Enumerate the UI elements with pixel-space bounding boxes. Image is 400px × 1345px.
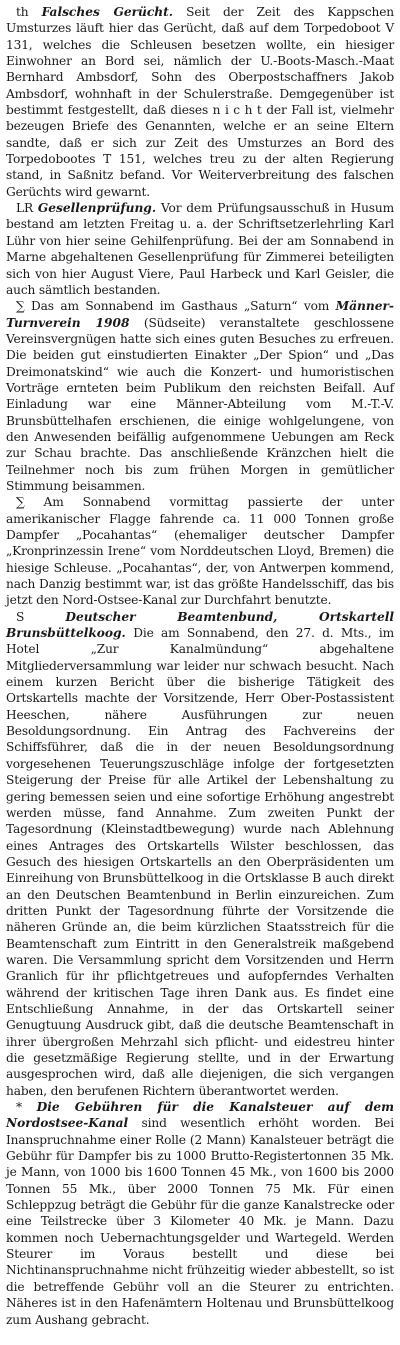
article-marker: * bbox=[16, 1100, 22, 1115]
article-marker: ∑ bbox=[16, 299, 25, 314]
article-body bbox=[6, 200, 394, 298]
article-maenner-turnverein bbox=[6, 298, 394, 494]
article-headline: Deutscher Beamtenbund, Ortskartell Brunsbüttelkoog. bbox=[6, 609, 394, 641]
article-body bbox=[6, 298, 394, 494]
article-text-before: Das am Sonnabend im Gasthaus „Saturn“ vom bbox=[31, 299, 336, 314]
article-text: Seit der Zeit des Kappschen Umsturzes läuft hier das Gerücht, daß auf dem Torpedoboot V 131, welches die Schleusen besetzen wollte, ein hiesiger Einwohner an Bord sei, nämlich der U.-Boots-Masch.-Maat Bernhard Ambsdorf, Sohn des Oberpostschaffners Jakob Ambsdorf, wohnhaft in der Schulerstraße. Demgegenüber ist bestimmt festgestellt, daß dieses n i c h t der Fall ist, vielmehr bezeugen Briefe des Genannten, welche er an seine Eltern sandte, daß er sich zur Zeit des Umsturzes an Bord des Torpedobootes T 151, welches treu zu der alten Regierung stand, in Saßnitz befand. Vor Weiterverbreitung des falschen Gerüchts wird gewarnt. bbox=[6, 5, 394, 199]
article-marker: S bbox=[16, 609, 25, 624]
article-gesellenpruefung bbox=[6, 200, 394, 298]
article-headline: Männer-Turnverein 1908 bbox=[6, 299, 394, 330]
article-headline: Falsches Gerücht. bbox=[41, 5, 174, 19]
article-body bbox=[6, 4, 394, 200]
article-body bbox=[6, 494, 394, 608]
article-text: sind wesentlich erhöht worden. Bei Inanspruchnahme einer Rolle (2 Mann) Kanalsteuer beträgt die Gebühr für Dampfer bis zu 1000 Brutto-Registertonnen 35 Mk. je Mann, von 1000 bis 1600 Tonnen 45 Mk., von 1600 bis 2000 Tonnen 55 Mk., über 2000 Tonnen 75 Mk. Für einen Schleppzug beträgt die Gebühr für die ganze Kanalstrecke oder eine Teilstrecke über 3 Kilometer 40 Mk. je Mann. Dazu kommen noch Uebernachtungsgelder und Wartegeld. Werden Steurer im Voraus bestellt und diese bei Nichtinanspruchnahme nicht frühzeitig wieder abbestellt, so ist die betreffende Gebühr voll an die Steurer zu entrichten. Näheres ist in den Hafenämtern Holtenau und Brunsbüttelkoog zum Aushang gebracht. bbox=[6, 1116, 394, 1327]
article-text: (Südseite) veranstaltete geschlossene Vereinsvergnügen hatte sich eines guten Besuches zu erfreuen. Die beiden gut einstudierten Einakter „Der Spion“ und „Das Dreimonatskind“ wie auch die Konzert- und humoristischen Vorträge ernteten beim Publikum den reichsten Beifall. Auf Einladung war eine Männer-Abteilung vom M.-T.-V. Brunsbüttelhafen erschienen, die einige wohlgelungene, von den Anwesenden beifällig aufgenommene Uebungen am Reck zur Schau brachte. Das anschließende Kränzchen hielt die Teilnehmer noch bis zum frühen Morgen in gemütlicher Stimmung beisammen. bbox=[6, 315, 394, 493]
article-pocahontas bbox=[6, 494, 394, 608]
article-headline: Die Gebühren für die Kanalsteuer auf dem Nordostsee-Kanal bbox=[6, 1100, 394, 1131]
article-text: Die am Sonnabend, den 27. d. Mts., im Hotel „Zur Kanalmündung“ abgehaltene Mitgliederversammlung war leider nur schwach besucht. Nach einem kurzen Bericht über die bisherige Tätigkeit des Ortskartells machte der Vorsitzende, Herr Ober-Postassistent Heeschen, nähere Ausführungen zur neuen Besoldungsordnung. Ein Antrag des Fachvereins der Schiffsführer, daß die in der neuen Besoldungsordnung vorgesehenen Teuerungszuschläge infolge der fortgesetzten Steigerung der Preise für alle Artikel der Lebenshaltung zu gering bemessen seien und eine sofortige Erhöhung angestrebt werden müsse, fand Annahme. Zum zweiten Punkt der Tagesordnung (Kleinstadtbewegung) wurde nach Ablehnung eines Antrages des Ortskartells Wilster beschlossen, das Gesuch des hiesigen Ortskartells an den Oberpräsidenten um Einreihung von Brunsbüttelkoog in die Ortsklasse B auch direkt an den Deutschen Beamtenbund in Berlin einzureichen. Zum dritten Punkt der Tagesordnung führte der Vorsitzende die näheren Gründe an, die beim kürzlichen Staatsstreich für die Beamtenschaft zum Eintritt in den Generalstreik maßgebend waren. Die Versammlung spricht dem Vorsitzenden und Herrn Granlich für ihr pflichtgetreues und aufopferndes Verhalten während der kritischen Tage ihren Dank aus. Es findet eine Entschließung Annahme, in der das Ortskartell seiner Genugtuung Ausdruck gibt, daß die deutsche Beamtenschaft in ihrer übergroßen Mehrzahl sich pflicht- und eidestreu hinter die gesetzmäßige Regierung stellte, und in der Erwartung ausgesprochen wird, daß alle diejenigen, die sich vergangen haben, den berufenen Richtern überantwortet werden. bbox=[6, 626, 394, 1098]
article-kanalsteuer bbox=[6, 1099, 394, 1328]
article-body bbox=[6, 1099, 394, 1328]
article-marker: LR bbox=[16, 201, 33, 216]
article-marker: ∑ bbox=[16, 495, 25, 510]
article-beamtenbund bbox=[6, 609, 394, 1099]
article-marker: th bbox=[16, 5, 29, 19]
article-text: Vor dem Prüfungsausschuß in Husum bestand am letzten Freitag u. a. der Schriftsetzerlehrling Karl Lühr von hier seine Gehilfenprüfung. Bei der am Sonnabend in Marne abgehaltenen Gesellenprüfung für Zimmerei beteiligten sich von hier August Viere, Paul Harbeck und Karl Geisler, die auch sämtlich bestanden. bbox=[6, 201, 394, 297]
article-falsches-geruecht bbox=[6, 4, 394, 200]
article-text: Am Sonnabend vormittag passierte der unter amerikanischer Flagge fahrende ca. 11 000 Tonnen große Dampfer „Pocahantas“ (ehemaliger deutscher Dampfer „Kronprinzessin Irene“ vom Norddeutschen Lloyd, Bremen) die hiesige Schleuse. „Pocahantas“, der, von Antwerpen kommend, nach Danzig bestimmt war, ist das größte Handelsschiff, das bis jetzt den Nord-Ostsee-Kanal zur Durchfahrt benutzte. bbox=[6, 495, 394, 608]
article-headline: Gesellenprüfung. bbox=[37, 201, 157, 216]
article-body bbox=[6, 609, 394, 1099]
